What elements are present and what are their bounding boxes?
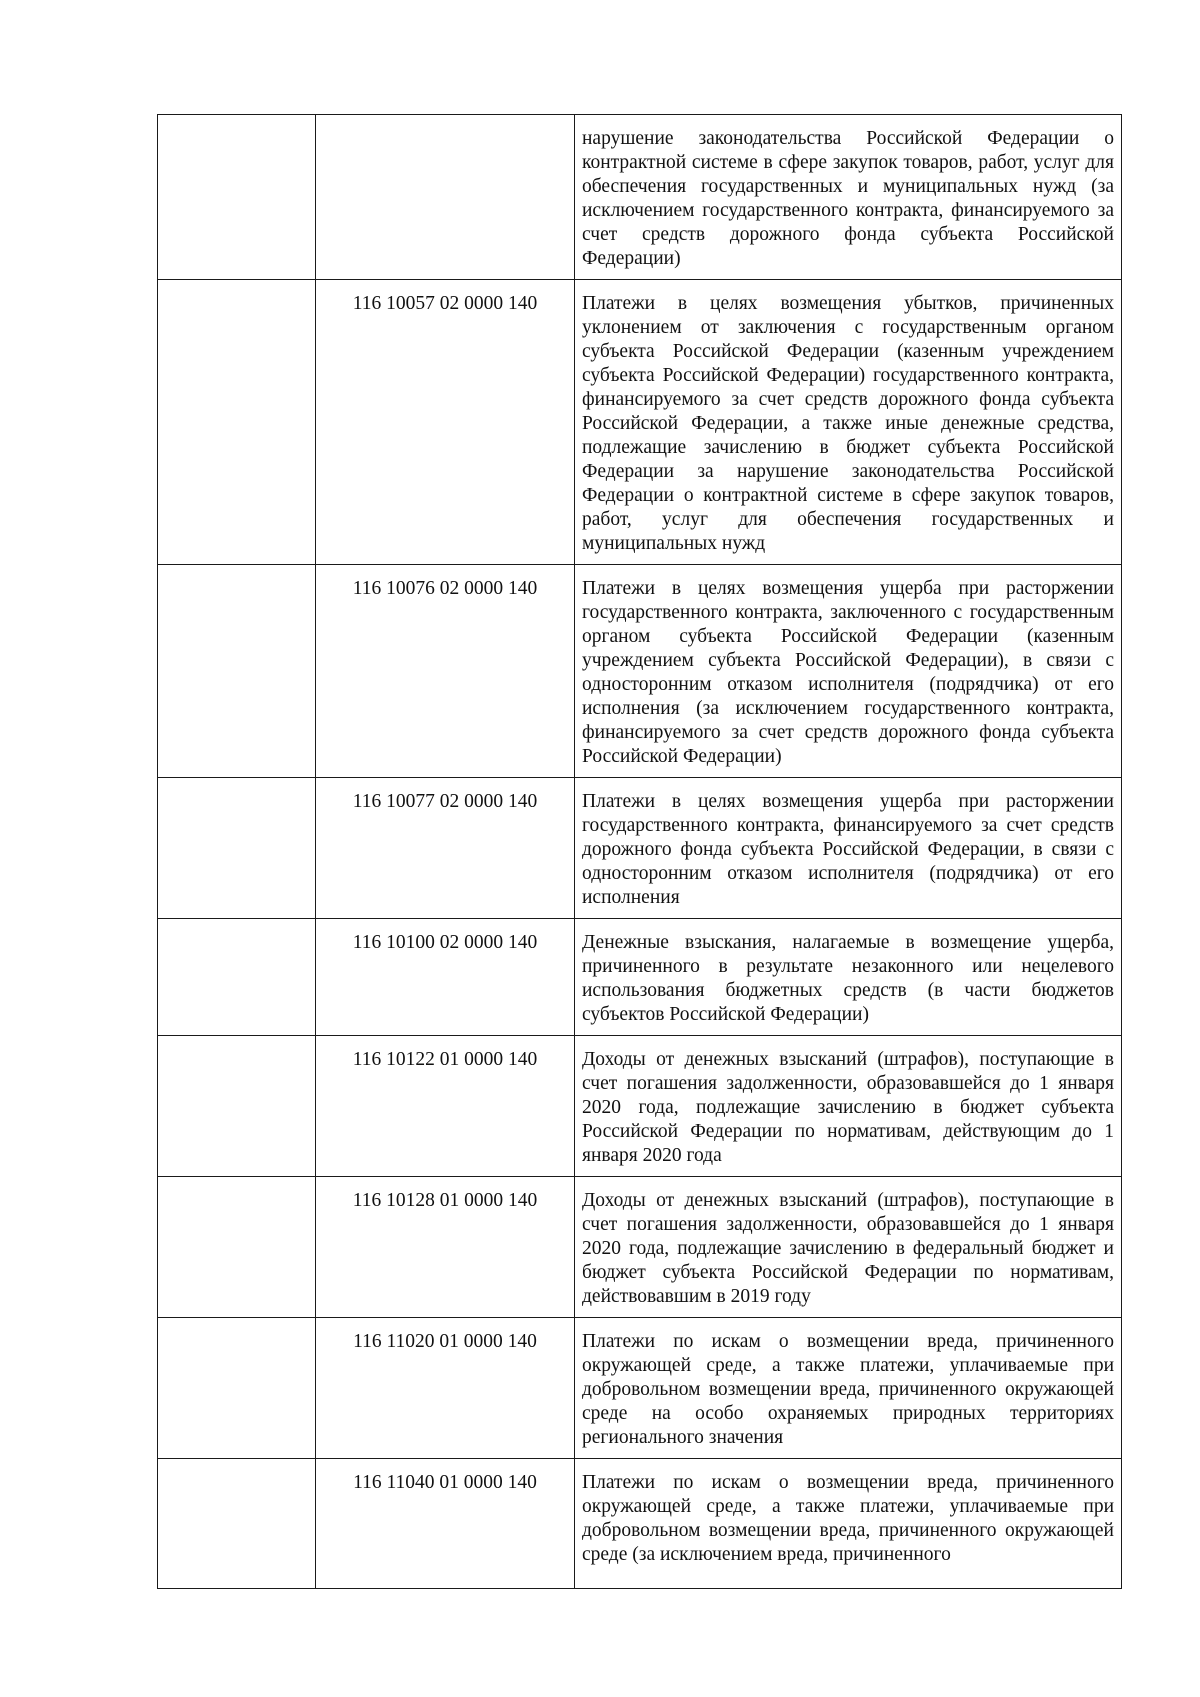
table-row [158,1177,1122,1318]
description-cell: Платежи в целях возмещения убытков, причиненных уклонением от заключения с государственным органом субъекта Российской Федерации (казенным учреждением субъекта Российской Федерации) государственного контракта, финансируемого за счет средств дорожного фонда субъекта Российской Федерации, а также иные денежные средства, подлежащие зачислению в бюджет субъекта Российской Федерации за нарушение законодательства Российской Федерации о контрактной системе в сфере закупок товаров, работ, услуг для обеспечения государственных и муниципальных нужд [575,280,1122,565]
admin-cell [158,1318,316,1459]
admin-cell [158,280,316,565]
description-cell: нарушение законодательства Российской Федерации о контрактной системе в сфере закупок товаров, работ, услуг для обеспечения государственных и муниципальных нужд (за исключением государственного контракта, финансируемого за счет средств дорожного фонда субъекта Российской Федерации) [575,115,1122,280]
table-row [158,115,1122,280]
description-cell: Платежи в целях возмещения ущерба при расторжении государственного контракта, заключенного с государственным органом субъекта Российской Федерации (казенным учреждением субъекта Российской Федерации), в связи с односторонним отказом исполнителя (подрядчика) от его исполнения (за исключением государственного контракта, финансируемого за счет средств дорожного фонда субъекта Российской Федерации) [575,565,1122,778]
admin-cell [158,1177,316,1318]
code-cell: 116 10057 02 0000 140 [316,280,575,565]
admin-cell [158,1459,316,1589]
code-cell [316,115,575,280]
code-cell: 116 10122 01 0000 140 [316,1036,575,1177]
admin-cell [158,919,316,1036]
admin-cell [158,1036,316,1177]
code-cell: 116 10100 02 0000 140 [316,919,575,1036]
table-row [158,1318,1122,1459]
table-row [158,565,1122,778]
description-cell: Платежи по искам о возмещении вреда, причиненного окружающей среде, а также платежи, уплачиваемые при добровольном возмещении вреда, причиненного окружающей среде на особо охраняемых природных территориях регионального значения [575,1318,1122,1459]
description-cell: Платежи по искам о возмещении вреда, причиненного окружающей среде, а также платежи, уплачиваемые при добровольном возмещении вреда, причиненного окружающей среде (за исключением вреда, причиненного [575,1459,1122,1589]
code-cell: 116 11040 01 0000 140 [316,1459,575,1589]
admin-cell [158,115,316,280]
table-row [158,919,1122,1036]
description-cell: Платежи в целях возмещения ущерба при расторжении государственного контракта, финансируемого за счет средств дорожного фонда субъекта Российской Федерации, в связи с односторонним отказом исполнителя (подрядчика) от его исполнения [575,778,1122,919]
code-cell: 116 10076 02 0000 140 [316,565,575,778]
description-cell: Доходы от денежных взысканий (штрафов), поступающие в счет погашения задолженности, образовавшейся до 1 января 2020 года, подлежащие зачислению в бюджет субъекта Российской Федерации по нормативам, действующим до 1 января 2020 года [575,1036,1122,1177]
table-row [158,778,1122,919]
table-row [158,280,1122,565]
code-cell: 116 10128 01 0000 140 [316,1177,575,1318]
description-cell: Доходы от денежных взысканий (штрафов), поступающие в счет погашения задолженности, образовавшейся до 1 января 2020 года, подлежащие зачислению в федеральный бюджет и бюджет субъекта Российской Федерации по нормативам, действовавшим в 2019 году [575,1177,1122,1318]
revenue-codes-table [157,114,1122,1589]
table-row [158,1459,1122,1589]
admin-cell [158,565,316,778]
description-cell: Денежные взыскания, налагаемые в возмещение ущерба, причиненного в результате незаконного или нецелевого использования бюджетных средств (в части бюджетов субъектов Российской Федерации) [575,919,1122,1036]
code-cell: 116 11020 01 0000 140 [316,1318,575,1459]
table-row [158,1036,1122,1177]
admin-cell [158,778,316,919]
code-cell: 116 10077 02 0000 140 [316,778,575,919]
